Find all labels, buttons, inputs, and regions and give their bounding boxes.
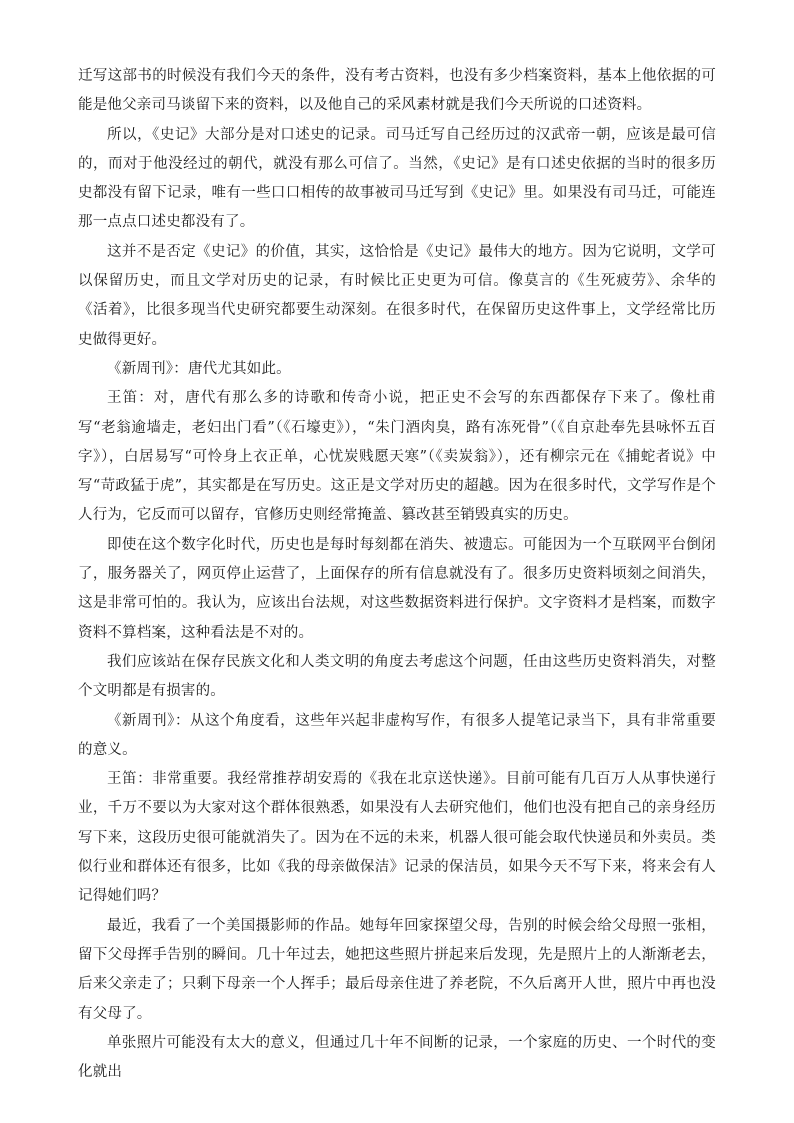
paragraph-4: 《新周刊》：唐代尤其如此。 <box>107 360 291 377</box>
paragraph-8: 《新周刊》：从这个角度看，这些年兴起非虚构写作，有很多人提笔记录当下，具有非常重要的意义。 <box>78 712 716 758</box>
paragraph-1: 迁写这部书的时候没有我们今天的条件，没有考古资料，也没有多少档案资料，基本上他依据的可能是他父亲司马谈留下来的资料，以及他自己的采风素材就是我们今天所说的口述资料。 <box>78 68 716 114</box>
paragraph-2: 所以，《史记》大部分是对口述史的记录。司马迁写自己经历过的汉武帝一朝，应该是最可信的，而对于他没经过的朝代，就没有那么可信了。当然，《史记》是有口述史依据的当时的很多历史都没有留下记录，唯有一些口口相传的故事被司马迁写到《史记》里。如果没有司马迁，可能连那一点点口述史都没有了。 <box>78 126 716 231</box>
paragraph-10: 最近，我看了一个美国摄影师的作品。她每年回家探望父母，告别的时候会给父母照一张相，留下父母挥手告别的瞬间。几十年过去，她把这些照片拼起来后发现，先是照片上的人渐渐老去，后来父亲走了；只剩下母亲一个人挥手；最后母亲住进了养老院，不久后离开人世，照片中再也没有父母了。 <box>78 917 716 1022</box>
paragraph-3: 这并不是否定《史记》的价值，其实，这恰恰是《史记》最伟大的地方。因为它说明，文学可以保留历史，而且文学对历史的记录，有时候比正史更为可信。像莫言的《生死疲劳》、余华的《活着》，比很多现当代史研究都要生动深刻。在很多时代，在保留历史这件事上，文学经常比历史做得更好。 <box>78 243 716 348</box>
paragraph-9: 王笛：非常重要。我经常推荐胡安焉的《我在北京送快递》。目前可能有几百万人从事快递行业，千万不要以为大家对这个群体很熟悉，如果没有人去研究他们，他们也没有把自己的亲身经历写下来，这段历史很可能就消失了。因为在不远的未来，机器人很可能会取代快递员和外卖员。类似行业和群体还有很多，比如《我的母亲做保洁》记录的保洁员，如果今天不写下来，将来会有人记得她们吗？ <box>78 771 716 905</box>
paragraph-6: 即使在这个数字化时代，历史也是每时每刻都在消失、被遗忘。可能因为一个互联网平台倒闭了，服务器关了，网页停止运营了，上面保存的所有信息就没有了。很多历史资料顷刻之间消失，这是非常可怕的。我认为，应该出台法规，对这些数据资料进行保护。文字资料才是档案，而数字资料不算档案，这种看法是不对的。 <box>78 536 716 641</box>
paragraph-7: 我们应该站在保存民族文化和人类文明的角度去考虑这个问题，任由这些历史资料消失，对整个文明都是有损害的。 <box>78 653 716 700</box>
paragraph-5: 王笛：对，唐代有那么多的诗歌和传奇小说，把正史不会写的东西都保存下来了。像杜甫写“老翁逾墙走，老妇出门看”（《石壕吏》），“朱门酒肉臭，路有冻死骨”（《自京赴奉先县咏怀五百字》），白居易写“可怜身上衣正单，心忧炭贱愿天寒”（《卖炭翁》），还有柳宗元在《捕蛇者说》中写“苛政猛于虎”，其实都是在写历史。这正是文学对历史的超越。因为在很多时代，文学写作是个人行为，它反而可以留存，官修历史则经常掩盖、篡改甚至销毁真实的历史。 <box>78 390 716 524</box>
paragraph-11: 单张照片可能没有太大的意义，但通过几十年不间断的记录，一个家庭的历史、一个时代的变化就出 <box>78 1034 716 1081</box>
